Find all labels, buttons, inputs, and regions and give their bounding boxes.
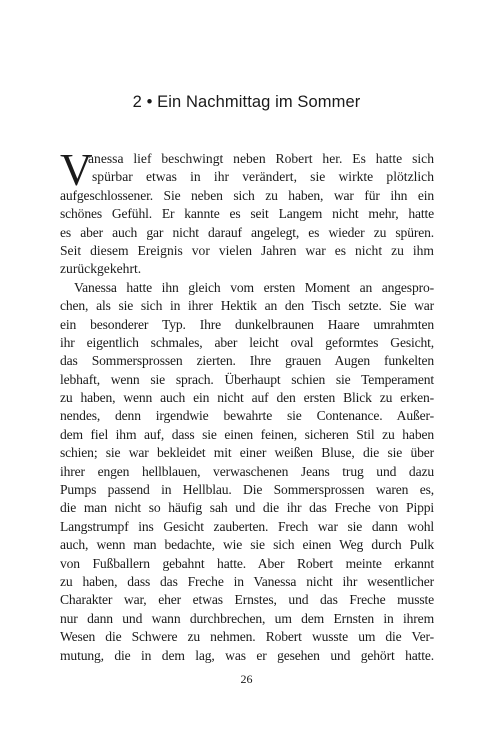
text-line: es aber auch gar nicht darauf angelegt, es wieder zu spüren. <box>60 224 434 240</box>
text-line: chen, als sie sich in ihrer Hektik an den Tisch setzte. Sie war <box>60 298 434 314</box>
text-line: Pumps passend in Hellblau. Die Sommersprossen waren es, <box>60 482 434 498</box>
text-line: lebhaft, wenn sie sprach. Überhaupt schien sie Temperament <box>60 371 434 387</box>
text-line: Charakter war, eher etwas Ernstes, und das Freche musste <box>60 592 434 608</box>
text-line: Wesen die Schwere zu nehmen. Robert wusste um die Ver- <box>60 629 434 645</box>
page-number: 26 <box>240 672 253 686</box>
text-line: nur dann und wann durchbrechen, um dem Ernsten in ihrem <box>60 610 434 626</box>
text-line: die man nicht so häufig sah und die ihr das Freche von Pippi <box>60 500 434 516</box>
chapter-title: 2 • Ein Nachmittag im Sommer <box>132 93 361 111</box>
text-line: Seit diesem Ereignis vor vielen Jahren war es nicht zu ihm <box>60 242 434 258</box>
text-line: zu haben, wenn auch ein nicht auf den ersten Blick zu erken- <box>60 390 434 406</box>
text-line: Vanessa hatte ihn gleich vom ersten Moment an angespro- <box>74 279 434 295</box>
text-line: zu haben, dass das Freche in Vanessa nicht ihr wesentlicher <box>60 573 434 589</box>
text-line: anessa lief beschwingt neben Robert her. Es hatte sich <box>88 151 434 166</box>
text-line: das Sommersprossen zierten. Ihre grauen Augen funkelten <box>60 353 434 369</box>
text-line: mutung, die in dem lag, was er gesehen und gehört hatte. <box>60 647 434 663</box>
body-text <box>60 145 434 665</box>
text-line: zurückgekehrt. <box>60 261 142 277</box>
text-line: aufgeschlossener. Sie neben sich zu haben, war für ihn ein <box>60 187 434 203</box>
text-line: schönes Gefühl. Er kannte es seit Langem nicht mehr, hatte <box>60 206 434 222</box>
text-line: dem fiel ihm auf, dass sie einen feinen, sicheren Stil zu haben <box>60 426 434 442</box>
text-line: von Fußballern gebahnt hatte. Aber Robert meinte erkannt <box>60 555 434 571</box>
drop-cap: V <box>60 145 93 195</box>
text-line: ihr eigentlich schmales, aber leicht oval geformtes Gesicht, <box>60 334 434 350</box>
text-line: ihrer engen hellblauen, verwaschenen Jeans trug und dazu <box>60 463 434 479</box>
text-line: schien; sie war bekleidet mit einer weißen Bluse, die sie über <box>60 445 434 461</box>
text-line: ein besonderer Typ. Ihre dunkelbraunen Haare umrahmten <box>60 316 434 332</box>
text-line: Langstrumpf ins Gesicht zauberten. Frech war sie dann wohl <box>60 518 434 534</box>
text-line: nendes, denn irgendwie bewahrte sie Contenance. Außer- <box>60 408 434 424</box>
text-line: auch, wenn man bedachte, wie sie sich einen Weg durch Pulk <box>60 537 434 553</box>
text-line: spürbar etwas in ihr verändert, sie wirkte plötzlich <box>92 169 434 185</box>
